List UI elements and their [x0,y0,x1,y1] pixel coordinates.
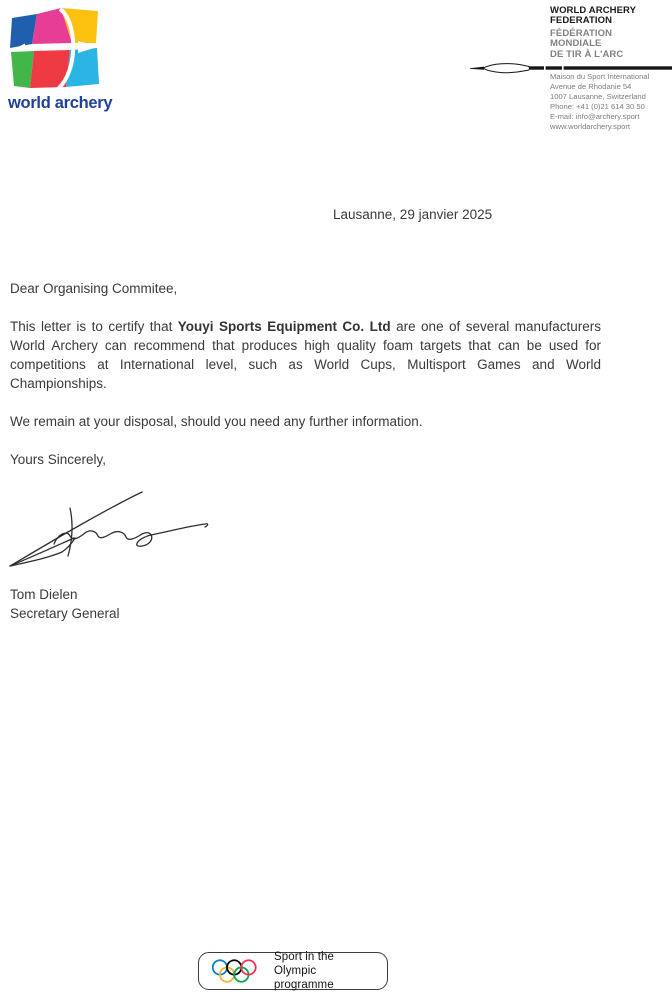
signer-name: Tom Dielen [10,587,78,602]
federation-name-fr [550,29,670,60]
badge-text [274,950,379,992]
world-archery-logo [8,6,113,113]
address-line: 1007 Lausanne, Switzerland [550,91,646,101]
date-line: Lausanne, 29 janvier 2025 [333,207,493,222]
federation-name-en [550,6,670,27]
signer-title: Secretary General [10,606,120,621]
address-block [550,72,672,131]
signature [4,482,210,572]
federation-name-fr-line: DE TIR À L'ARC [550,48,624,60]
address-line: Maison du Sport International [550,72,650,81]
badge-text-line1: Sport in the [274,951,335,963]
olympic-rings-icon [207,954,265,988]
letter-body [10,279,601,488]
world-archery-logo-icon [8,6,103,92]
salutation: Dear Organising Commitee, [10,281,178,296]
olympic-programme-badge [198,952,388,990]
address-line-email: E-mail: info@archery.sport [550,111,640,121]
closing-paragraph: We remain at your disposal, should you need any further information. [10,414,423,429]
signer-block [10,585,120,623]
address-line-phone: Phone: +41 (0)21 614 30 50 [550,101,645,111]
valediction: Yours Sincerely, [10,452,107,467]
logo-wordmark: world archery [8,94,113,112]
federation-name-en-line: WORLD ARCHERY [550,5,637,16]
address-line-website: www.worldarchery.sport [550,121,631,131]
company-name: Youyi Sports Equipment Co. Ltd [177,319,391,334]
federation-name-fr-line: MONDIALE [550,38,602,50]
federation-name-fr-line: FÉDÉRATION [550,27,613,39]
federation-name-en-line: FEDERATION [550,15,613,27]
body-paragraph-post: are one of several manufacturers World Archery can recommend that produces high quality foam targets that can be used for competitions at International level, such as World Cups, Multisport Games and World Championships. [10,319,602,391]
body-paragraph [10,317,601,393]
badge-text-line2: Olympic programme [274,965,334,991]
address-line: Avenue de Rhodanie 54 [550,81,632,91]
body-paragraph-pre: This letter is to certify that [10,319,178,334]
federation-name-block [550,6,670,60]
